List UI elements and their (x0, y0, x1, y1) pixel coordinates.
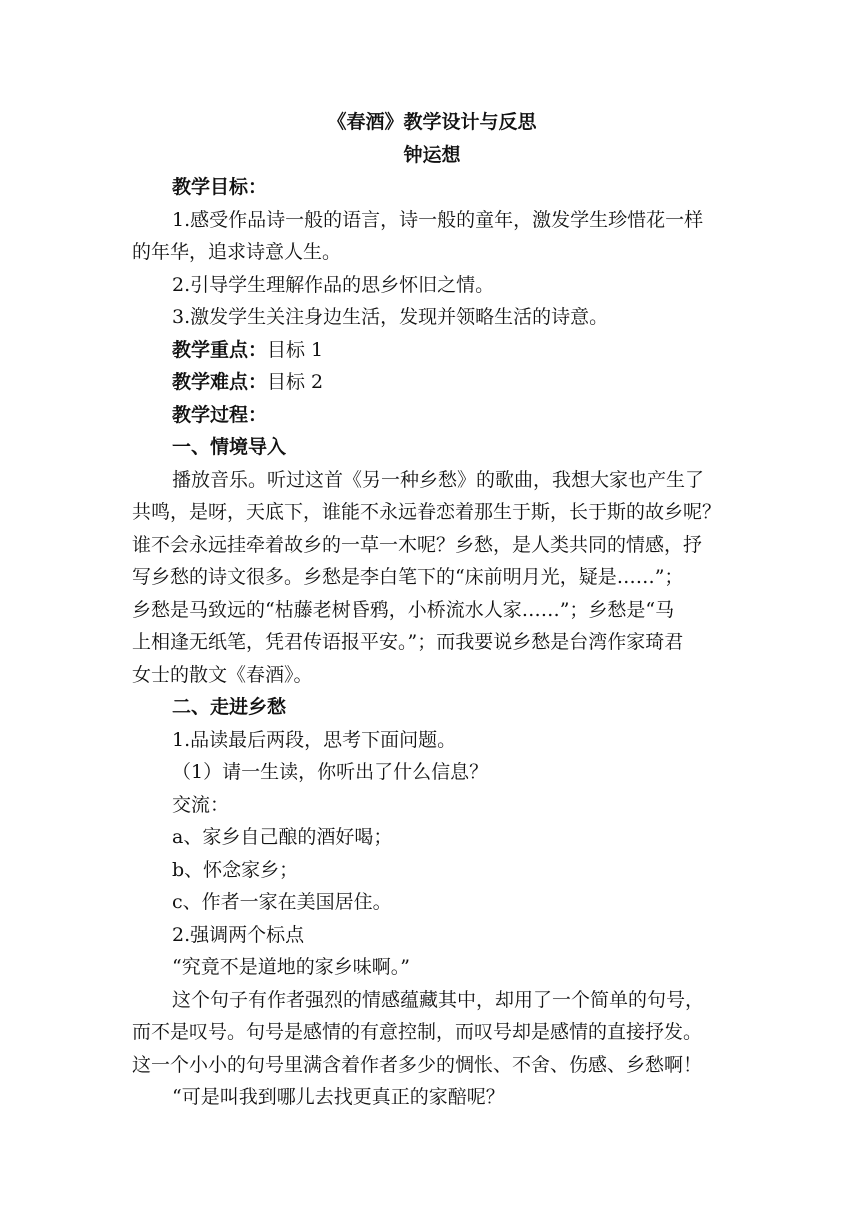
paragraph-1-line-6: 上相逢无纸笔，凭君传语报平安。”；而我要说乡愁是台湾作家琦君 (132, 631, 684, 653)
section-2-item-1: 1.品读最后两段，思考下面问题。 (172, 728, 457, 751)
section-2-exchange: 交流： (172, 793, 230, 816)
paragraph-2-line-2: 而不是叹号。句号是感情的有意控制，而叹号却是感情的直接抒发。 (132, 1021, 703, 1043)
key-point-value: 目标 1 (267, 338, 324, 361)
goal-1-line-2: 的年华，追求诗意人生。 (132, 241, 342, 263)
paragraph-1-line-3: 谁不会永远挂牵着故乡的一草一木呢？乡愁，是人类共同的情感，抒 (132, 533, 703, 556)
document-page (132, 106, 732, 1114)
paragraph-1-line-7: 女士的散文《春酒》。 (132, 663, 313, 686)
answer-b: b、怀念家乡； (172, 858, 299, 881)
goal-1-line-1: 1.感受作品诗一般的语言，诗一般的童年，激发学生珍惜花一样 (172, 208, 704, 231)
paragraph-1-line-1: 播放音乐。听过这首《另一种乡愁》的歌曲，我想大家也产生了 (172, 468, 705, 491)
difficulty-value: 目标 2 (267, 371, 324, 393)
paragraph-2-line-1: 这个句子有作者强烈的情感蕴藏其中，却用了一个简单的句号， (172, 988, 705, 1011)
paragraph-1-line-4: 写乡愁的诗文很多。乡愁是李白笔下的“床前明月光，疑是……”； (132, 566, 684, 588)
difficulty-label: 教学难点： (172, 371, 268, 393)
paragraph-1-line-2: 共鸣，是呀，天底下，谁能不永远眷恋着那生于斯，长于斯的故乡呢？ (132, 501, 722, 523)
goal-2: 2.引导学生理解作品的思乡怀旧之情。 (172, 273, 495, 296)
section-2-item-2: 2.强调两个标点 (172, 923, 305, 946)
quote-2: “可是叫我到哪儿去找更真正的家醅呢？ (172, 1086, 505, 1108)
quote-1: “究竟不是道地的家乡味啊。” (172, 956, 410, 978)
answer-a: a、家乡自己酿的酒好喝； (172, 826, 393, 848)
key-point-label: 教学重点： (172, 338, 268, 361)
section-2-question-1: （1）请一生读，你听出了什么信息？ (172, 761, 489, 783)
process-heading: 教学过程： (172, 403, 268, 426)
paragraph-2-line-3: 这一个小小的句号里满含着作者多少的惆怅、不舍、伤感、乡愁啊！ (132, 1053, 703, 1076)
key-point (132, 334, 732, 367)
paragraph-1-line-5: 乡愁是马致远的“枯藤老树昏鸦，小桥流水人家……”；乡愁是“马 (132, 598, 675, 621)
goal-3: 3.激发学生关注身边生活，发现并领略生活的诗意。 (172, 306, 609, 328)
section-2-heading: 二、走进乡愁 (172, 696, 287, 718)
goals-heading: 教学目标： (172, 176, 268, 198)
difficulty-point (132, 366, 732, 399)
section-1-heading: 一、情境导入 (172, 436, 287, 458)
document-title: 《春酒》教学设计与反思 (327, 111, 537, 133)
author-name: 钟运想 (403, 143, 461, 166)
answer-c: c、作者一家在美国居住。 (172, 891, 392, 913)
